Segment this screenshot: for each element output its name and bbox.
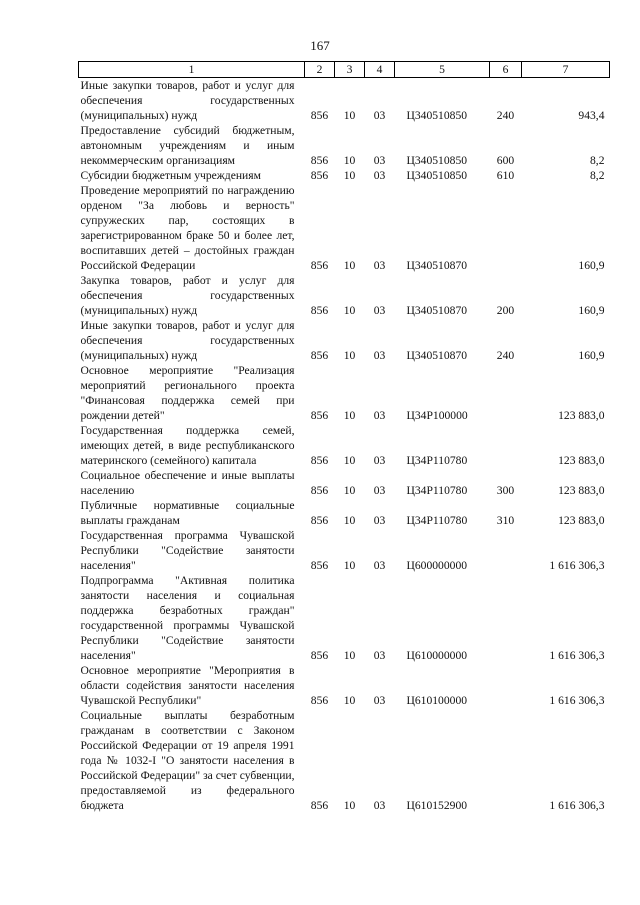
row-name: Субсидии бюджетным учреждениям	[80, 169, 261, 182]
row-expense-type: 610	[496, 169, 515, 182]
row-ministry-code: 856	[310, 109, 329, 122]
row-section-code: 10	[343, 349, 356, 362]
column-header: 1	[79, 62, 305, 78]
row-ministry-code: 856	[310, 649, 329, 662]
row-expense-type: 310	[496, 514, 515, 527]
column-header: 4	[365, 62, 395, 78]
row-amount: 8,2	[590, 154, 605, 167]
row-section-code: 10	[343, 109, 356, 122]
row-name: Закупка товаров, работ и услуг для обеспечения государственных (муниципальных) нужд	[80, 274, 295, 317]
row-expense-type: 240	[496, 349, 515, 362]
row-target-article: Ц340510870	[406, 259, 468, 272]
table-row	[79, 363, 610, 423]
row-subsection-code: 03	[373, 259, 386, 272]
row-expense-type: 600	[496, 154, 515, 167]
row-ministry-code: 856	[310, 454, 329, 467]
table-row	[79, 468, 610, 498]
row-ministry-code: 856	[310, 154, 329, 167]
row-amount: 943,4	[578, 109, 605, 122]
row-expense-type: 200	[496, 304, 515, 317]
table-row	[79, 183, 610, 273]
row-expense-type	[490, 708, 522, 813]
row-ministry-code: 856	[310, 559, 329, 572]
row-amount: 1 616 306,3	[549, 649, 605, 662]
row-amount: 123 883,0	[558, 409, 605, 422]
table-row	[79, 318, 610, 363]
column-header: 5	[395, 62, 490, 78]
row-subsection-code: 03	[373, 454, 386, 467]
row-name: Иные закупки товаров, работ и услуг для обеспечения государственных (муниципальных) нужд	[80, 319, 295, 362]
row-section-code: 10	[343, 694, 356, 707]
table-row	[79, 123, 610, 168]
row-expense-type	[490, 663, 522, 708]
row-expense-type	[490, 363, 522, 423]
row-target-article: Ц340510850	[406, 169, 468, 182]
row-subsection-code: 03	[373, 514, 386, 527]
row-target-article: Ц340510870	[406, 304, 468, 317]
row-name: Основное мероприятие "Реализация мероприятий регионального проекта "Финансовая поддержка семей при рождении детей"	[80, 364, 295, 422]
row-expense-type	[490, 528, 522, 573]
table-row	[79, 663, 610, 708]
row-expense-type	[490, 423, 522, 468]
row-name: Государственная поддержка семей, имеющих детей, в виде республиканского материнского (семейного) капитала	[80, 424, 295, 467]
row-name: Публичные нормативные социальные выплаты гражданам	[80, 499, 295, 527]
table-row	[79, 423, 610, 468]
row-ministry-code: 856	[310, 259, 329, 272]
table-row	[79, 528, 610, 573]
row-subsection-code: 03	[373, 169, 386, 182]
row-section-code: 10	[343, 559, 356, 572]
table-row	[79, 498, 610, 528]
row-amount: 1 616 306,3	[549, 694, 605, 707]
row-expense-type: 240	[496, 109, 515, 122]
budget-table	[78, 61, 610, 813]
row-section-code: 10	[343, 649, 356, 662]
table-body	[79, 78, 610, 814]
table-row	[79, 78, 610, 124]
row-ministry-code: 856	[310, 409, 329, 422]
row-expense-type: 300	[496, 484, 515, 497]
row-ministry-code: 856	[310, 694, 329, 707]
row-amount: 1 616 306,3	[549, 799, 605, 812]
column-header: 6	[490, 62, 522, 78]
row-subsection-code: 03	[373, 409, 386, 422]
row-section-code: 10	[343, 454, 356, 467]
row-ministry-code: 856	[310, 349, 329, 362]
table-row	[79, 708, 610, 813]
row-name: Предоставление субсидий бюджетным, автономным учреждениям и иным некоммерческим организациям	[80, 124, 295, 167]
row-target-article: Ц34P110780	[406, 454, 468, 467]
row-target-article: Ц340510850	[406, 109, 468, 122]
row-name: Социальное обеспечение и иные выплаты населению	[80, 469, 295, 497]
row-name: Проведение мероприятий по награждению орденом "За любовь и верность" супружеских пар, состоящих в зарегистрированном браке 50 и более лет, воспитавших детей – достойных граждан Российской Федерации	[80, 184, 295, 272]
row-amount: 160,9	[578, 349, 605, 362]
row-expense-type	[490, 183, 522, 273]
row-target-article: Ц34P100000	[406, 409, 468, 422]
table-row	[79, 168, 610, 183]
row-amount: 8,2	[590, 169, 605, 182]
row-name: Государственная программа Чувашской Республики "Содействие занятости населения"	[80, 529, 295, 572]
row-subsection-code: 03	[373, 349, 386, 362]
row-subsection-code: 03	[373, 649, 386, 662]
table-row	[79, 273, 610, 318]
column-header: 7	[522, 62, 610, 78]
row-target-article: Ц600000000	[406, 559, 468, 572]
row-target-article: Ц610000000	[406, 649, 468, 662]
row-target-article: Ц340510870	[406, 349, 468, 362]
table-header-row	[79, 62, 610, 78]
row-amount: 1 616 306,3	[549, 559, 605, 572]
row-amount: 160,9	[578, 259, 605, 272]
row-subsection-code: 03	[373, 559, 386, 572]
row-subsection-code: 03	[373, 154, 386, 167]
row-name: Иные закупки товаров, работ и услуг для обеспечения государственных (муниципальных) нужд	[80, 79, 295, 122]
row-section-code: 10	[343, 304, 356, 317]
table-row	[79, 573, 610, 663]
row-section-code: 10	[343, 169, 356, 182]
row-target-article: Ц610100000	[406, 694, 468, 707]
row-subsection-code: 03	[373, 304, 386, 317]
row-amount: 123 883,0	[558, 484, 605, 497]
row-section-code: 10	[343, 154, 356, 167]
row-section-code: 10	[343, 259, 356, 272]
row-name: Социальные выплаты безработным гражданам в соответствии с Законом Российской Федерации от 19 апреля 1991 года № 1032-I "О занятости населения в Российской Федерации" за счет субвенции, предоставляемой из федерального бюджета	[80, 709, 295, 812]
row-amount: 123 883,0	[558, 514, 605, 527]
row-target-article: Ц340510850	[406, 154, 468, 167]
row-subsection-code: 03	[373, 694, 386, 707]
row-section-code: 10	[343, 799, 356, 812]
row-subsection-code: 03	[373, 799, 386, 812]
row-expense-type	[490, 573, 522, 663]
row-ministry-code: 856	[310, 514, 329, 527]
row-section-code: 10	[343, 484, 356, 497]
row-ministry-code: 856	[310, 169, 329, 182]
row-target-article: Ц610152900	[406, 799, 468, 812]
row-name: Основное мероприятие "Мероприятия в области содействия занятости населения Чувашской Республики"	[80, 664, 295, 707]
row-subsection-code: 03	[373, 109, 386, 122]
row-target-article: Ц34P110780	[406, 484, 468, 497]
row-section-code: 10	[343, 514, 356, 527]
row-amount: 160,9	[578, 304, 605, 317]
row-section-code: 10	[343, 409, 356, 422]
row-ministry-code: 856	[310, 304, 329, 317]
row-name: Подпрограмма "Активная политика занятости населения и социальная поддержка безработных граждан" государственной программы Чувашской Республики "Содействие занятости населения"	[80, 574, 295, 662]
column-header: 3	[335, 62, 365, 78]
row-ministry-code: 856	[310, 799, 329, 812]
page-number: 167	[310, 38, 330, 53]
row-subsection-code: 03	[373, 484, 386, 497]
row-target-article: Ц34P110780	[406, 514, 468, 527]
row-ministry-code: 856	[310, 484, 329, 497]
row-amount: 123 883,0	[558, 454, 605, 467]
column-header: 2	[305, 62, 335, 78]
